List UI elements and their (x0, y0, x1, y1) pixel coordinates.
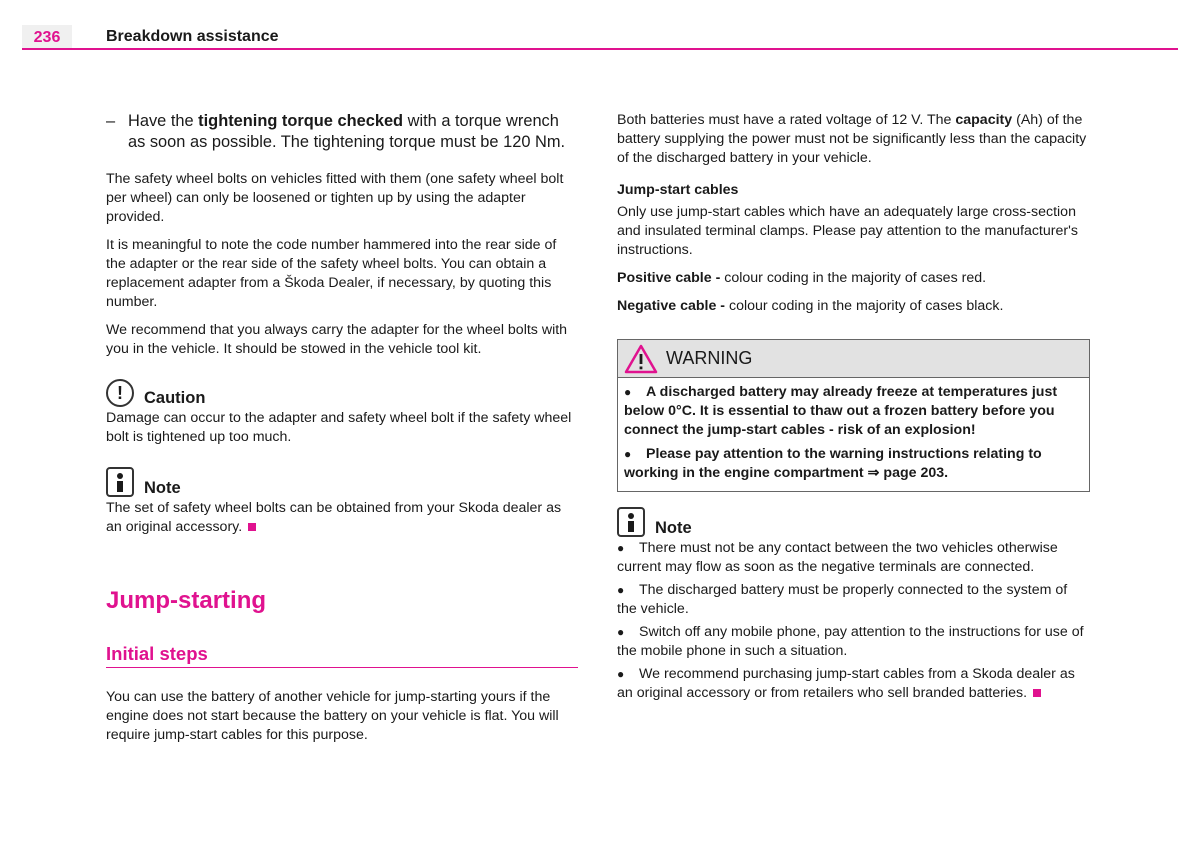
section-title: Jump-starting (106, 587, 267, 614)
adapter-recommendation-paragraph: We recommend that you always carry the adapter for the wheel bolts with you in the vehicle. It should be stowed in the vehicle tool kit. (106, 322, 568, 357)
warning-item: ● Please pay attention to the warning instructions relating to working in the engine compartment ⇒ page 203. (624, 446, 1042, 481)
voltage-paragraph: Both batteries must have a rated voltage of 12 V. The capacity (Ah) of the battery supplying the power must not be significantly less than the capacity of the discharged battery in your vehicle. (617, 112, 1087, 166)
bullet-icon: ● (624, 447, 632, 461)
page-number: 236 (22, 25, 72, 49)
note-heading (106, 467, 578, 497)
page-header (22, 25, 1178, 51)
note-item: ● There must not be any contact between the two vehicles otherwise current may flow as soon as the negative terminals are connected. (617, 540, 1058, 575)
negative-cable: Negative cable - colour coding in the majority of cases black. (617, 298, 1004, 314)
bullet-icon: ● (617, 583, 625, 597)
info-icon (106, 467, 134, 497)
warning-item: ● A discharged battery may already freeze at temperatures just below 0°C. It is essential to thaw out a frozen battery before you connect the jump-start cables - risk of an explosion! (624, 384, 1058, 438)
warning-triangle-icon (624, 344, 658, 374)
cables-text: Only use jump-start cables which have an adequately large cross-section and insulated terminal clamps. Please pay attention to the manufacturer's instructions. (617, 204, 1078, 258)
chapter-title: Breakdown assistance (106, 28, 279, 45)
list-dash: – (106, 112, 116, 130)
warning-label: WARNING (666, 348, 753, 368)
cables-heading: Jump-start cables (617, 182, 739, 198)
note-item: ● We recommend purchasing jump-start cables from a Skoda dealer as an original accessory or from retailers who sell branded batteries. (617, 666, 1075, 701)
safety-bolts-paragraph: The safety wheel bolts on vehicles fitted with them (one safety wheel bolt per wheel) can only be loosened or tighten up by using the adapter provided. (106, 171, 564, 225)
torque-instruction: – Have the tightening torque checked with a torque wrench as soon as possible. The tightening torque must be 120 Nm. (106, 112, 566, 151)
note-text: The set of safety wheel bolts can be obtained from your Skoda dealer as an original accessory. (106, 500, 562, 535)
note-label: Note (655, 519, 692, 537)
bullet-icon: ● (617, 625, 625, 639)
note-heading (617, 507, 1089, 537)
caution-label: Caution (144, 389, 206, 407)
caution-icon: ! (106, 379, 134, 407)
warning-header (618, 340, 1089, 378)
info-icon (617, 507, 645, 537)
positive-cable: Positive cable - colour coding in the majority of cases red. (617, 270, 987, 286)
note-label: Note (144, 479, 181, 497)
header-rule (22, 48, 1178, 50)
subsection-title: Initial steps (106, 643, 208, 664)
left-column (106, 111, 578, 745)
code-number-paragraph: It is meaningful to note the code number hammered into the rear side of the adapter or the rear side of the safety wheel bolts. You can obtain a replacement adapter from a Škoda Dealer, if necessary, by quoting this number. (106, 237, 557, 310)
torque-emphasis: tightening torque checked (198, 112, 404, 130)
end-square-icon (1033, 689, 1041, 697)
subsection-heading (106, 643, 578, 668)
bullet-icon: ● (624, 385, 632, 399)
caution-heading (106, 379, 578, 407)
warning-body (618, 378, 1089, 491)
bullet-icon: ● (617, 667, 625, 681)
jump-start-intro: You can use the battery of another vehicle for jump-starting yours if the engine does not start because the battery on your vehicle is flat. You will require jump-start cables for this purpose. (106, 689, 559, 743)
warning-box (617, 339, 1090, 492)
note-item: ● Switch off any mobile phone, pay attention to the instructions for use of the mobile phone in such a situation. (617, 624, 1084, 659)
end-square-icon (248, 523, 256, 531)
right-column (617, 111, 1089, 707)
caution-text: Damage can occur to the adapter and safety wheel bolt if the safety wheel bolt is tightened up too much. (106, 410, 572, 445)
note-item: ● The discharged battery must be properly connected to the system of the vehicle. (617, 582, 1068, 617)
bullet-icon: ● (617, 541, 625, 555)
